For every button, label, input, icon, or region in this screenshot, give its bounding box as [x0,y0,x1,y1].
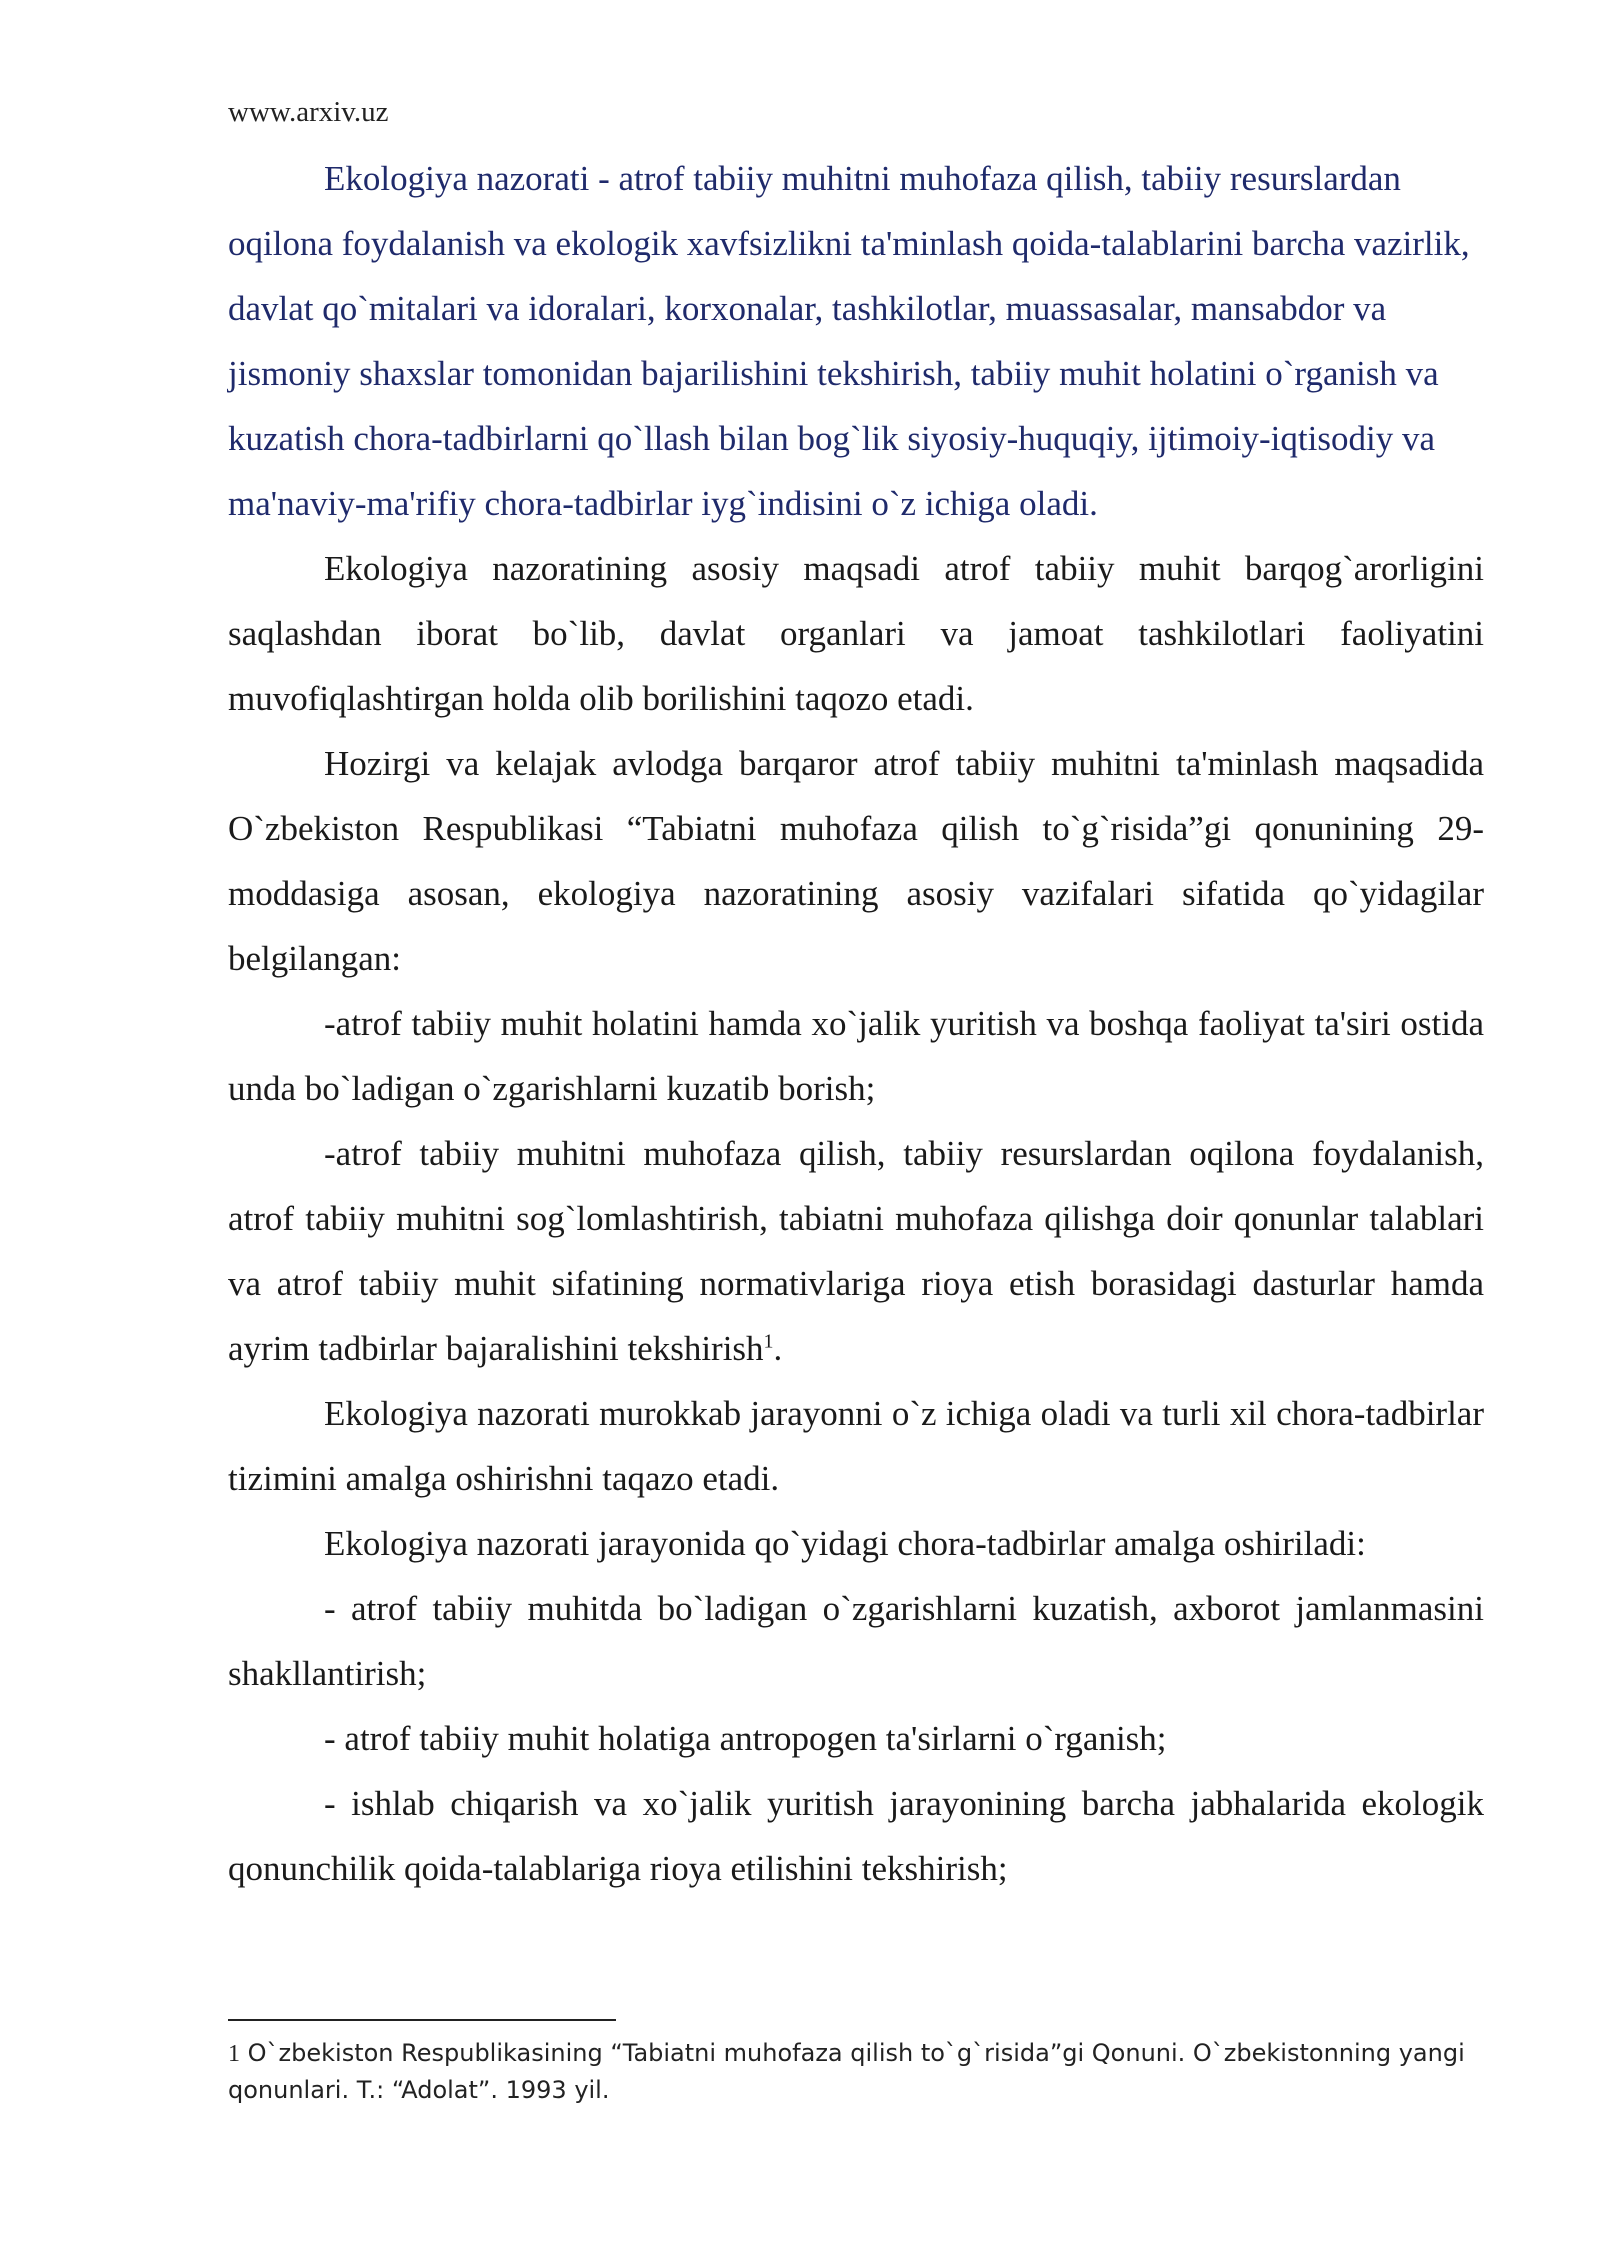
paragraph-measures-intro: Ekologiya nazorati jarayonida qo`yidagi chora-tadbirlar amalga oshiriladi: [324,1524,1366,1563]
footnote [228,2035,1484,2108]
footnote-number: 1 [228,2041,240,2067]
paragraph-definition: Ekologiya nazorati - atrof tabiiy muhitni muhofaza qilish, tabiiy resurslardan oqilona foydalanish va ekologik xavfsizlikni ta'minlash qoida-talablarini barcha vazirlik, davlat qo`mitalari va idoralari, korxonalar, tashkilotlar, muassasalar, mansabdor va jismoniy shaxslar tomonidan bajarilishini tekshirish, tabiiy muhit holatini o`rganish va kuzatish chora-tadbirlarni qo`llash bilan bog`lik siyosiy-huquqiy, ijtimoiy-iqtisodiy va ma'naviy-ma'rifiy chora-tadbirlar iyg`indisini o`z ichiga oladi. [228,159,1470,523]
paragraph-tasks-intro: Hozirgi va kelajak avlodga barqaror atrof tabiiy muhitni ta'minlash maqsadida O`zbekiston Respublikasi “Tabiatni muhofaza qilish to`g`risida”gi qonunining 29-moddasiga asosan, ekologiya nazoratining asosiy vazifalari sifatida qo`yidagilar belgilangan: [228,744,1484,978]
task-text: -atrof tabiiy muhitni muhofaza qilish, tabiiy resurslardan oqilona foydalanish, atrof tabiiy muhitni sog`lomlashtirish, tabiatni muhofaza qilishga doir qonunlar talablari va atrof tabiiy muhit sifatining normativlariga rioya etish borasidagi dasturlar hamda ayrim tadbirlar bajaralishini tekshirish [228,1134,1484,1368]
list-item-task: -atrof tabiiy muhit holatini hamda xo`jalik yuritish va boshqa faoliyat ta'siri ostida unda bo`ladigan o`zgarishlarni kuzatib borish; [228,1004,1484,1108]
footnote-divider [228,2019,616,2021]
document-body [228,146,1484,1901]
list-item-measure: - ishlab chiqarish va xo`jalik yuritish jarayonining barcha jabhalarida ekologik qonunchilik qoida-talablariga rioya etilishini tekshirish; [228,1784,1484,1888]
paragraph-goal: Ekologiya nazoratining asosiy maqsadi atrof tabiiy muhit barqog`arorligini saqlashdan iborat bo`lib, davlat organlari va jamoat tashkilotlari faoliyatini muvofiqlashtirgan holda olib borilishini taqozo etadi. [228,549,1484,718]
footnote-text: O`zbekiston Respublikasining “Tabiatni muhofaza qilish to`g`risida”gi Qonuni. O`zbekistonning yangi qonunlari. T.: “Adolat”. 1993 yil. [228,2039,1465,2104]
task-text-end: . [773,1329,783,1368]
site-url: www.arxiv.uz [228,96,389,128]
list-item-task [228,1121,1484,1381]
footnote-reference[interactable]: 1 [763,1330,774,1353]
list-item-measure: - atrof tabiiy muhitda bo`ladigan o`zgarishlarni kuzatish, axborot jamlanmasini shakllantirish; [228,1589,1484,1693]
list-item-measure: - atrof tabiiy muhit holatiga antropogen ta'sirlarni o`rganish; [324,1719,1167,1758]
paragraph-complex-process: Ekologiya nazorati murokkab jarayonni o`z ichiga oladi va turli xil chora-tadbirlar tizimini amalga oshirishni taqazo etadi. [228,1394,1484,1498]
